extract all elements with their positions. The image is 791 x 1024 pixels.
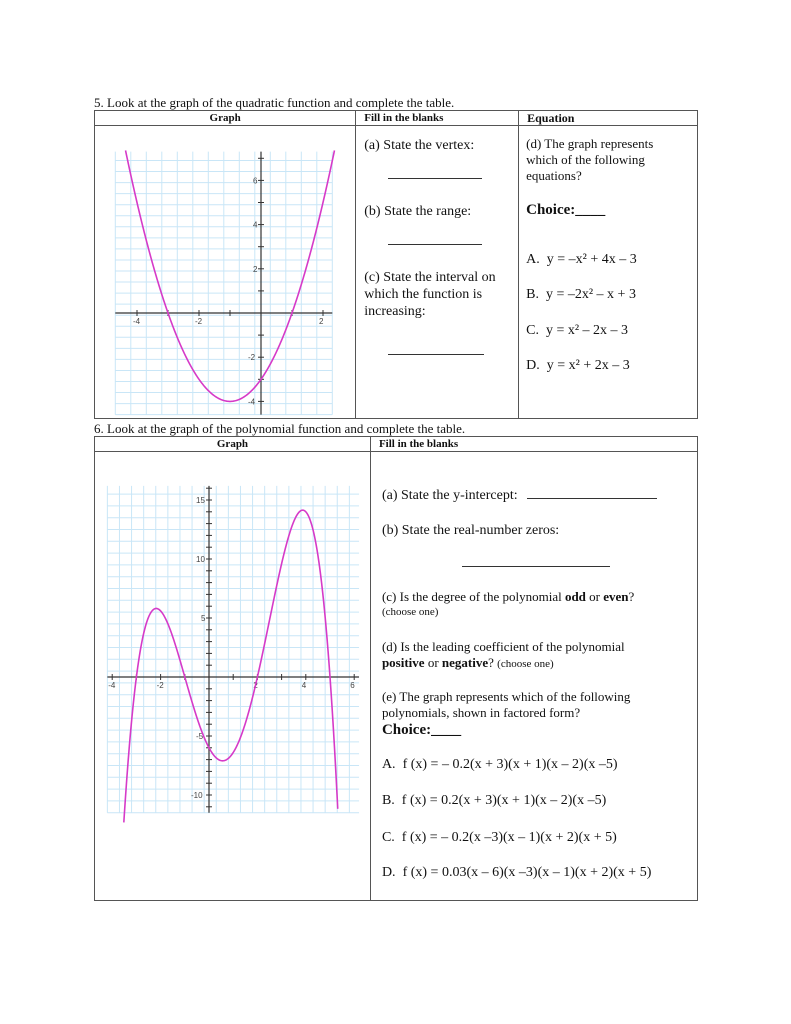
q6-title: 6. Look at the graph of the polynomial function and complete the table. [94,421,466,436]
q5-x-tick-label: 2 [319,317,324,326]
q6-y-tick-label: 5 [201,614,206,623]
q6-zeros-answer-line[interactable] [462,552,610,567]
q6-c-qmark: ? [628,589,635,604]
q5-option-d-text: y = x² + 2x – 3 [546,358,630,373]
q5-y-tick-label: -2 [248,353,256,363]
q5-option-b-letter: B. [526,287,539,302]
q6-c-note: (choose one) [381,606,439,618]
q5-header-graph: Graph [95,111,356,126]
q5-range-answer-line[interactable] [388,230,482,245]
q6-option-c[interactable] [382,830,617,846]
q5-option-c-letter: C. [526,323,539,338]
q6-b-label: (b) State the real-number zeros: [381,523,560,538]
q5-header-fill: Fill in the blanks [356,111,519,126]
q5-blank-b-label: (b) State the range: [364,204,472,219]
q5-choice-label: Choice:____ [526,202,606,218]
q5-interval-answer-line[interactable] [388,340,484,355]
q6-y-tick-label: -5 [196,732,204,741]
q6-x-tick-label: -4 [108,681,116,690]
q6-d-label: (d) Is the leading coefficient of the polynomial [381,639,625,654]
q5-option-a[interactable] [526,252,637,268]
q6-x-tick-label: 6 [350,681,355,690]
q6-option-b[interactable] [382,793,606,809]
q6-option-a-letter: A. [381,757,396,772]
q6-option-a[interactable] [382,757,618,773]
q6-d-note: (choose one) [497,658,554,670]
q5-x-tick-label: -4 [133,317,141,326]
q6-header-fill: Fill in the blanks [370,437,697,452]
q6-a-label [382,488,657,504]
q6-c-label [382,589,634,605]
q6-option-b-text: f (x) = 0.2(x + 3)(x + 1)(x – 2)(x –5) [401,793,607,808]
q6-d-positive[interactable]: positive [381,655,425,670]
q6-header-graph: Graph [95,437,371,452]
q5-graph [95,126,363,418]
q5-option-b-text: y = –2x² – x + 3 [545,287,636,302]
q5-option-d[interactable] [526,358,630,374]
q6-option-c-letter: C. [381,830,395,845]
q6-a-text: (a) State the y-intercept: [381,488,518,503]
q6-graph [95,452,375,900]
q5-option-b[interactable] [526,287,636,303]
q5-option-c-text: y = x² – 2x – 3 [545,323,629,338]
q5-title: 5. Look at the graph of the quadratic function and complete the table. [94,95,455,110]
q5-option-a-text: y = –x² + 4x – 3 [546,252,637,267]
q6-c-odd[interactable]: odd [564,589,586,604]
q6-x-tick-label: 2 [253,681,258,690]
q6-x-tick-label: -2 [156,681,164,690]
q6-option-d[interactable] [382,864,687,881]
q5-blank-c-label: (c) State the interval on which the function is increasing: [364,270,496,319]
q5-table [94,110,698,419]
q6-d-or: or [424,655,442,670]
q6-table [94,436,698,901]
q5-y-tick-label: 6 [253,176,258,186]
q6-y-intercept-answer-line[interactable] [527,488,657,499]
q5-option-c[interactable] [526,323,628,339]
q5-y-tick-label: 4 [253,220,258,230]
q6-choice-label: Choice:____ [381,722,462,738]
q6-x-tick-label: 4 [301,681,307,690]
q6-y-tick-label: -10 [191,791,203,800]
q6-y-tick-label: 15 [196,496,205,505]
q6-option-d-letter: D. [381,865,396,880]
q5-vertex-answer-line[interactable] [388,164,482,179]
q6-e-label: (e) The graph represents which of the following polynomials, shown in factored form? [381,689,631,720]
q6-c-even[interactable]: even [603,589,629,604]
q6-c-or: or [585,589,604,604]
q6-y-tick-label: 10 [196,555,205,564]
q5-option-d-letter: D. [526,358,540,373]
q6-d-choices [382,655,554,671]
q5-x-tick-label: -2 [195,317,203,326]
q5-y-tick-label: -4 [248,397,256,407]
q5-y-tick-label: 2 [253,264,258,274]
q6-d-qmark: ? [488,655,498,670]
q5-parabola-curve [126,150,335,401]
q6-option-a-text: f (x) = – 0.2(x + 3)(x + 1)(x – 2)(x –5) [402,757,618,772]
q5-blank-a-label: (a) State the vertex: [364,138,475,153]
q5-equation-prompt: (d) The graph represents which of the following equations? [526,136,654,183]
q6-option-d-text: f (x) = 0.03(x – 6)(x –3)(x – 1)(x + 2)(x + 5) [402,865,652,880]
q6-d-negative[interactable]: negative [441,655,489,670]
q6-option-c-text: f (x) = – 0.2(x –3)(x – 1)(x + 2)(x + 5) [401,830,617,845]
q5-header-equation: Equation [519,111,698,126]
q6-c-text: (c) Is the degree of the polynomial [381,589,565,604]
q6-option-b-letter: B. [381,793,395,808]
q5-option-a-letter: A. [526,252,540,267]
